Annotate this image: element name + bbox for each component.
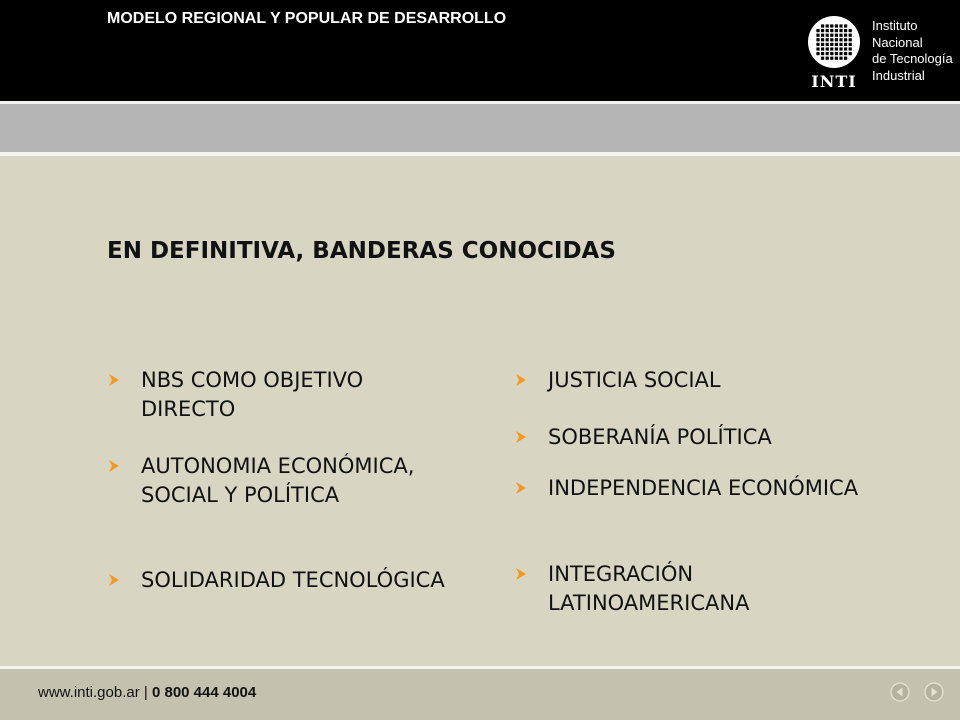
bullet-text: SOLIDARIDAD TECNOLÓGICA: [141, 568, 445, 592]
inti-grid-icon: [808, 16, 860, 68]
footer-url[interactable]: www.inti.gob.ar: [38, 684, 140, 701]
orange-arrow-icon: [107, 573, 121, 587]
footer-bar: [0, 669, 960, 720]
footer-contact: [38, 684, 256, 701]
bullet-text: INDEPENDENCIA ECONÓMICA: [548, 476, 859, 500]
list-item: [514, 423, 772, 452]
footer-separator: |: [143, 684, 148, 701]
logo-acronym: INTI: [811, 72, 857, 91]
list-item: [514, 474, 858, 503]
orange-arrow-icon: [514, 430, 528, 444]
bullet-text: JUSTICIA SOCIAL: [548, 368, 721, 392]
previous-arrow-icon: [890, 682, 910, 702]
logo-line: Instituto: [872, 18, 918, 33]
list-item: [514, 366, 721, 395]
bullet-text: NBS COMO OBJETIVO DIRECTO: [141, 368, 364, 421]
previous-slide-button[interactable]: [890, 682, 910, 702]
orange-arrow-icon: [514, 481, 528, 495]
bullet-text: AUTONOMIA ECONÓMICA, SOCIAL Y POLÍTICA: [141, 454, 415, 507]
logo-line: Nacional: [872, 34, 923, 50]
orange-arrow-icon: [107, 373, 121, 387]
list-item: [107, 566, 445, 595]
logo-line: Industrial: [872, 67, 925, 83]
slide-header-title: MODELO REGIONAL Y POPULAR DE DESARROLLO: [107, 10, 507, 27]
orange-arrow-icon: [107, 459, 121, 473]
gray-band: [0, 104, 960, 152]
inti-logo: [804, 14, 954, 94]
orange-arrow-icon: [514, 373, 528, 387]
bullet-text: SOBERANÍA POLÍTICA: [548, 425, 772, 449]
logo-line: de Tecnología: [872, 51, 953, 66]
footer-phone: 0 800 444 4004: [151, 684, 257, 701]
header-bar: [0, 0, 960, 101]
next-arrow-icon: [924, 682, 944, 702]
list-item: [514, 560, 749, 618]
list-item: [107, 452, 414, 510]
bullet-text: INTEGRACIÓN LATINOAMERICANA: [548, 562, 750, 615]
list-item: [107, 366, 363, 424]
next-slide-button[interactable]: [924, 682, 944, 702]
slide-main-title: EN DEFINITIVA, BANDERAS CONOCIDAS: [107, 238, 616, 264]
logo-institution-name: [872, 18, 953, 84]
orange-arrow-icon: [514, 567, 528, 581]
